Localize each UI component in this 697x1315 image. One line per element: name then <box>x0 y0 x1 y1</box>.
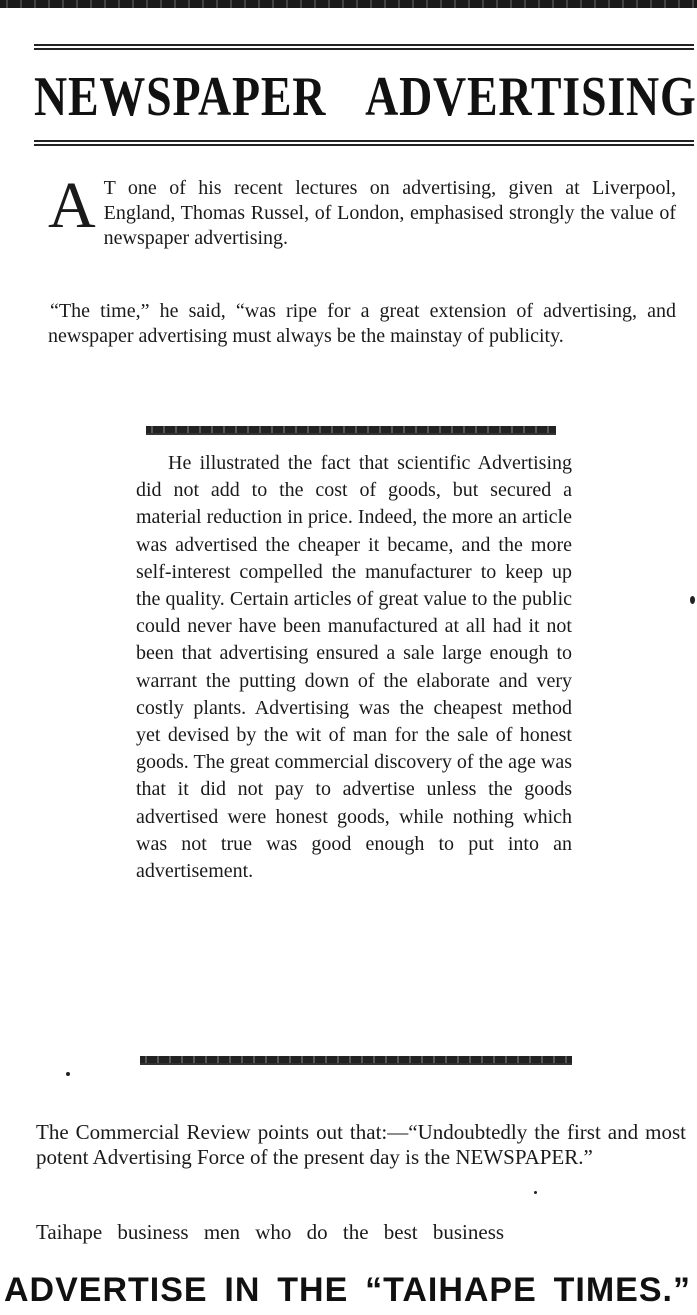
quote-paragraph: “The time,” he said, “was ripe for a great extension of advertising, and newspaper advertising must always be the mainstay of publicity. <box>48 300 676 347</box>
print-speck <box>690 596 695 604</box>
headline <box>34 56 697 138</box>
closing-paragraph: The Commercial Review points out that:—“Undoubtedly the first and most potent Advertising Force of the present day is the NEWSPAPER.” <box>36 1120 686 1169</box>
banner-word-in: IN <box>224 1270 261 1309</box>
drop-cap: A <box>48 169 96 242</box>
headline-word-newspaper: NEWSPAPER <box>34 66 327 128</box>
print-speck <box>66 1072 70 1076</box>
box-top-rule <box>146 426 556 435</box>
intro-paragraph-text: T one of his recent lectures on advertising, given at Liverpool, England, Thomas Russel, of London, emphasised strongly the value of newspaper advertising. <box>103 177 676 249</box>
box-bottom-rule <box>140 1056 572 1065</box>
banner-word-taihape: “TAIHAPE <box>365 1270 537 1309</box>
headline-top-rule <box>34 44 694 50</box>
banner-word-the: THE <box>277 1270 349 1309</box>
bottom-banner <box>0 1268 697 1312</box>
banner-word-times: TIMES.” <box>553 1270 691 1309</box>
boxed-article-text: He illustrated the fact that scientific Advertising did not add to the cost of goods, but secured a material reduction in price. Indeed, the more an article was advertised the cheaper it became, and the more self-interest compelled the manufacturer to keep up the quality. Certain articles of great value to the public could never have been manufactured at all had it not been that advertising ensured a sale large enough to warrant the putting down of the elaborate and very costly plants. Advertising was the cheapest method yet devised by the wit of man for the sale of honest goods. The great commercial discovery of the age was that it did not pay to advertise unless the goods advertised were honest goods, while nothing which was not true was good enough to put into an advertisement. <box>136 452 572 883</box>
intro-paragraph <box>48 169 676 251</box>
print-speck <box>534 1191 537 1194</box>
headline-word-advertising: ADVERTISING <box>365 66 697 128</box>
banner-word-advertise: ADVERTISE <box>4 1270 208 1309</box>
business-line: Taihape business men who do the best business <box>36 1220 505 1244</box>
headline-bottom-rule <box>34 140 694 146</box>
top-border-strip <box>0 0 697 8</box>
